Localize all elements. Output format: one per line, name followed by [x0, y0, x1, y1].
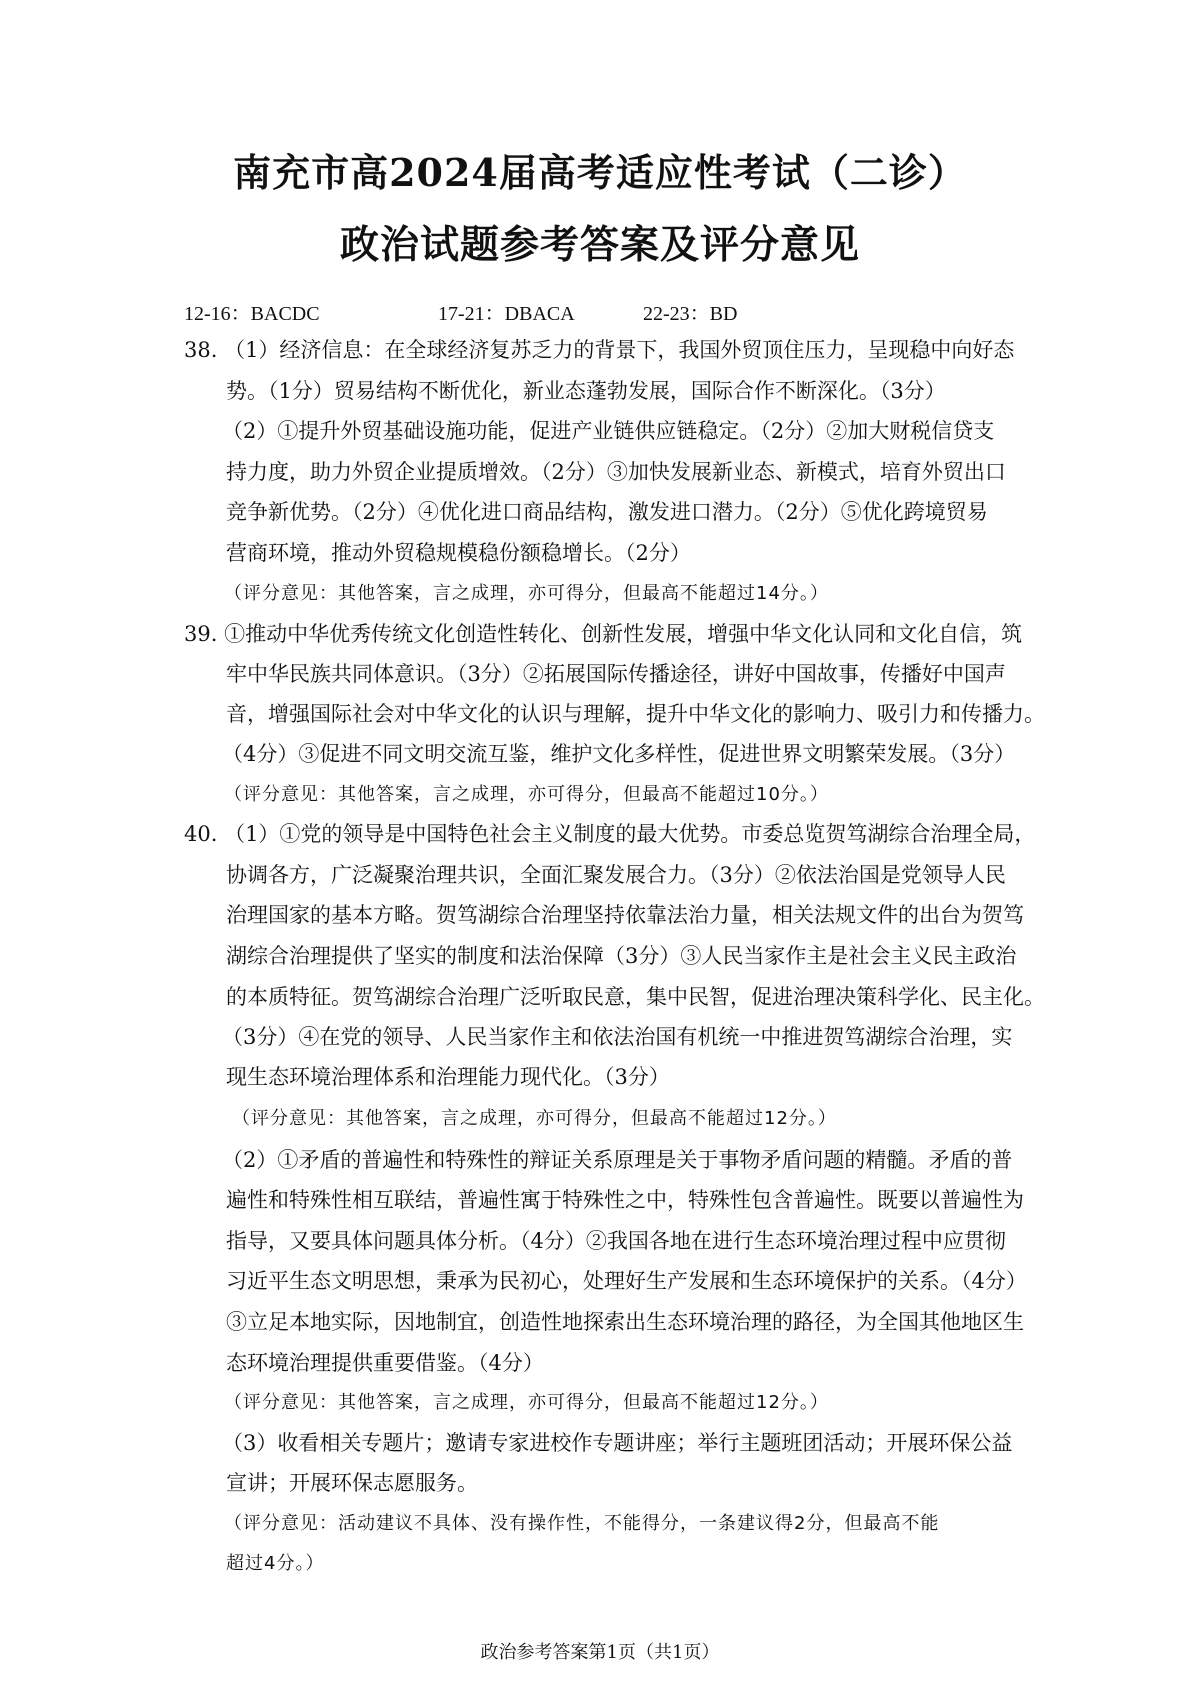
q40-line: 湖综合治理提供了坚实的制度和法治保障（3分）③人民当家作主是社会主义民主政治: [226, 944, 1017, 968]
scoring-note: （评分意见：其他答案，言之成理，亦可得分，但最高不能超过14分。）: [224, 583, 829, 604]
scoring-note: （评分意见：其他答案，言之成理，亦可得分，但最高不能超过12分。）: [232, 1108, 837, 1129]
q40-line: 治理国家的基本方略。贺笃湖综合治理坚持依靠法治力量，相关法规文件的出台为贺笃: [226, 903, 1024, 927]
q40-line: 协调各方，广泛凝聚治理共识，全面汇聚发展合力。（3分）②依法治国是党领导人民: [226, 863, 1006, 887]
choice-answers-12-16: 12-16：BACDC: [184, 303, 320, 325]
q38-line: 38. （1）经济信息：在全球经济复苏乏力的背景下，我国外贸顶住压力，呈现稳中向好态: [184, 338, 1015, 362]
q38-line: 营商环境，推动外贸稳规模稳份额稳增长。（2分）: [226, 541, 691, 565]
q40-line: 指导，又要具体问题具体分析。（4分）②我国各地在进行生态环境治理过程中应贯彻: [226, 1229, 1006, 1253]
page-subtitle: 政治试题参考答案及评分意见: [339, 222, 860, 268]
q40-line: 习近平生态文明思想，秉承为民初心，处理好生产发展和生态环境保护的关系。（4分）: [226, 1269, 1027, 1293]
q40-line: （2）①矛盾的普遍性和特殊性的辩证关系原理是关于事物矛盾问题的精髓。矛盾的普: [222, 1148, 1013, 1172]
q39-line: 牢中华民族共同体意识。（3分）②拓展国际传播途径，讲好中国故事，传播好中国声: [226, 662, 1006, 686]
scoring-note: （评分意见：其他答案，言之成理，亦可得分，但最高不能超过12分。）: [224, 1392, 829, 1413]
choice-answers-22-23: 22-23：BD: [643, 303, 738, 325]
q40-line: 的本质特征。贺笃湖综合治理广泛听取民意，集中民智，促进治理决策科学化、民主化。: [226, 985, 1045, 1009]
q40-line: 态环境治理提供重要借鉴。（4分）: [226, 1351, 544, 1375]
q39-line: 音，增强国际社会对中华文化的认识与理解，提升中华文化的影响力、吸引力和传播力。: [226, 702, 1045, 726]
scoring-note: （评分意见：活动建议不具体、没有操作性，不能得分，一条建议得2分，但最高不能: [224, 1513, 940, 1534]
q38-line: （2）①提升外贸基础设施功能，促进产业链供应链稳定。（2分）②加大财税信贷支: [222, 419, 995, 443]
q38-line: 持力度，助力外贸企业提质增效。（2分）③加快发展新业态、新模式，培育外贸出口: [226, 460, 1006, 484]
scoring-note: （评分意见：其他答案，言之成理，亦可得分，但最高不能超过10分。）: [224, 784, 829, 805]
page-title: 南充市高2024届高考适应性考试（二诊）: [233, 150, 967, 195]
q40-line: （3）收看相关专题片；邀请专家进校作专题讲座；举行主题班团活动；开展环保公益: [222, 1431, 1013, 1455]
q38-line: 势。（1分）贸易结构不断优化，新业态蓬勃发展，国际合作不断深化。（3分）: [226, 379, 946, 403]
q40-line: 宣讲；开展环保志愿服务。: [226, 1471, 478, 1495]
choice-answers-17-21: 17-21：DBACA: [438, 303, 575, 325]
q40-line: 现生态环境治理体系和治理能力现代化。（3分）: [226, 1065, 670, 1089]
q38-line: 竞争新优势。（2分）④优化进口商品结构，激发进口潜力。（2分）⑤优化跨境贸易: [226, 500, 988, 524]
scoring-note: 超过4分。）: [226, 1553, 325, 1574]
page-footer: 政治参考答案第1页（共1页）: [480, 1642, 720, 1663]
q39-line: （4分）③促进不同文明交流互鉴，维护文化多样性，促进世界文明繁荣发展。（3分）: [222, 742, 1016, 766]
q40-line: 遍性和特殊性相互联结，普遍性寓于特殊性之中，特殊性包含普遍性。既要以普遍性为: [226, 1188, 1024, 1212]
q39-line: 39. ①推动中华优秀传统文化创造性转化、创新性发展，增强中华文化认同和文化自信，筑: [184, 622, 1023, 646]
q40-line: 40. （1）①党的领导是中国特色社会主义制度的最大优势。市委总览贺笃湖综合治理全局，: [184, 822, 1036, 846]
q40-line: （3分）④在党的领导、人民当家作主和依法治国有机统一中推进贺笃湖综合治理，实: [222, 1025, 1013, 1049]
q40-line: ③立足本地实际，因地制宜，创造性地探索出生态环境治理的路径，为全国其他地区生: [226, 1310, 1024, 1334]
